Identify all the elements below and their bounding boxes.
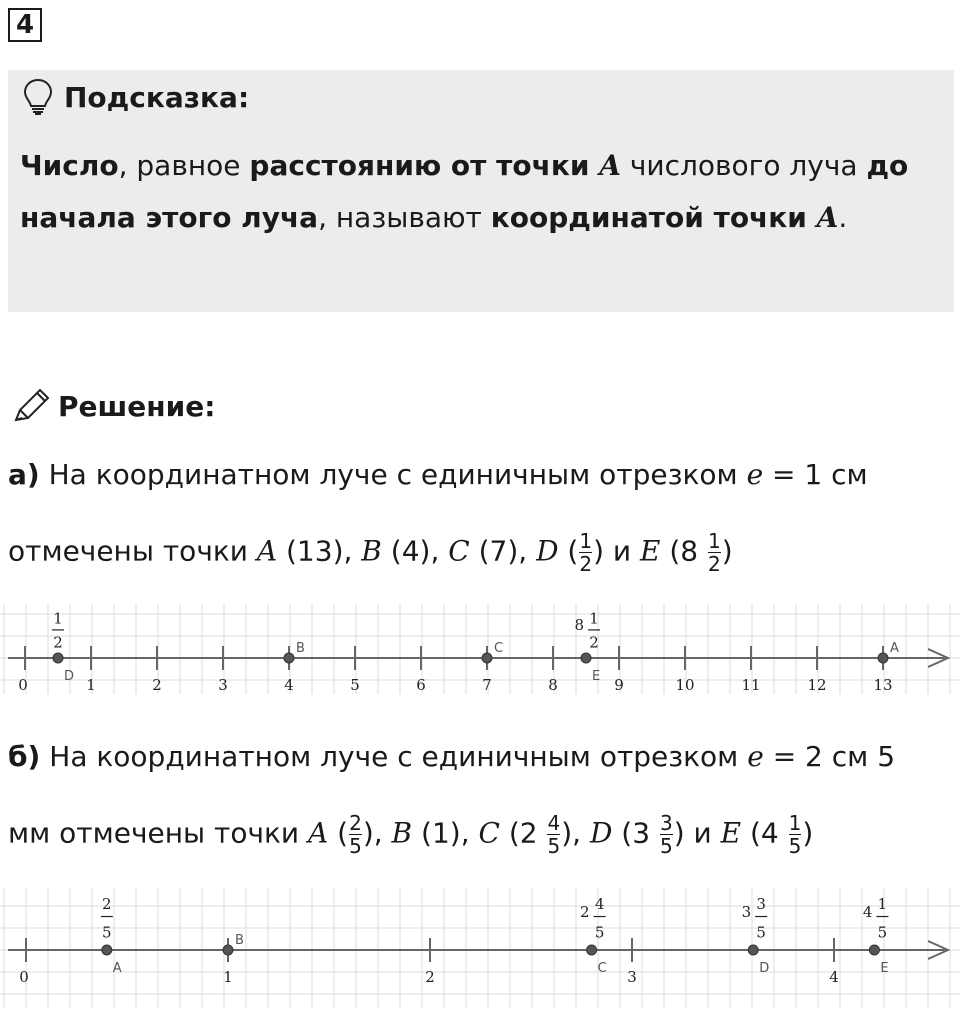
part-a-pD: D — [536, 534, 559, 568]
point-label: A — [112, 961, 122, 976]
point-label: B — [296, 641, 305, 656]
frac-numerator: 2 — [102, 895, 112, 914]
solution-heading — [12, 388, 215, 424]
part-a-line2 — [8, 530, 733, 575]
hint-bold-start: начала этого луча — [20, 201, 319, 234]
part-b-pE-open: (4 — [741, 816, 788, 850]
hint-bold-number: Число — [20, 149, 119, 182]
frac-num: 1 — [708, 529, 721, 553]
point-label: C — [494, 641, 504, 656]
tick-label: 3 — [218, 676, 228, 694]
part-a-pA-val: (13), — [277, 534, 362, 568]
part-b-tail: = 2 см 5 — [763, 740, 896, 773]
part-a-pD-open: ( — [558, 534, 579, 568]
frac-numerator: 4 — [594, 895, 605, 914]
frac-numerator: 1 — [53, 609, 63, 628]
tick-label: 13 — [873, 676, 893, 694]
tick-label: 0 — [18, 676, 28, 694]
part-a-pB-val: (4), — [381, 534, 449, 568]
hint-t11: . — [838, 201, 848, 234]
frac-num: 1 — [788, 811, 802, 835]
point-E — [581, 653, 591, 663]
frac-den: 5 — [547, 834, 561, 858]
frac-den: 2 — [708, 552, 721, 576]
point-C — [482, 653, 492, 663]
part-b-line2 — [8, 812, 813, 857]
tick-label: 2 — [425, 968, 435, 986]
part-a-pA: A — [256, 534, 278, 568]
part-b-pD-frac — [660, 812, 673, 857]
frac-whole: 8 — [574, 616, 584, 634]
part-a-and: и — [604, 534, 641, 568]
hint-t2: , равное — [118, 149, 250, 182]
point-C — [587, 945, 597, 955]
tick-label: 3 — [627, 968, 637, 986]
point-A — [102, 945, 112, 955]
part-b-pC-open: (2 — [499, 816, 547, 850]
point-label: D — [759, 961, 770, 976]
hint-t8: , называют — [318, 201, 491, 234]
part-b-pA: A — [308, 816, 329, 850]
tick-label: 7 — [482, 676, 492, 694]
part-b-pE: E — [720, 816, 742, 850]
frac-num: 4 — [547, 811, 561, 835]
part-a-pE: E — [640, 534, 661, 568]
frac-whole: 3 — [741, 903, 752, 921]
part-b-pD-open: (3 — [612, 816, 659, 850]
part-a-e: e — [746, 458, 764, 491]
part-a-pD-frac — [579, 530, 592, 575]
part-b-pC: C — [478, 816, 500, 850]
hint-bold-to: до — [866, 149, 909, 182]
tick-label: 9 — [614, 676, 624, 694]
frac-numerator: 1 — [877, 895, 888, 914]
tick-label: 1 — [223, 968, 233, 986]
part-a-pE-close: ) — [721, 534, 733, 568]
point-label: B — [235, 933, 244, 948]
tick-label: 5 — [350, 676, 360, 694]
part-b-pE-close: ) — [802, 816, 814, 850]
frac-denominator: 2 — [589, 633, 599, 652]
point-A — [878, 653, 888, 663]
part-b-pA-open: ( — [328, 816, 349, 850]
lightbulb-icon — [22, 78, 54, 116]
frac-denominator: 5 — [756, 923, 766, 942]
part-b-e: e — [747, 740, 764, 773]
part-a-text1: На координатном луче с единичным отрезком — [39, 458, 747, 491]
part-a-pC-val: (7), — [469, 534, 537, 568]
hint-text — [20, 140, 940, 244]
point-B — [284, 653, 294, 663]
hint-point-a2: A — [816, 201, 839, 234]
tick-label: 0 — [19, 968, 29, 986]
point-D — [53, 653, 63, 663]
number-line-b — [0, 888, 960, 1008]
part-a-pD-close: ) — [593, 534, 605, 568]
tick-label: 12 — [807, 676, 827, 694]
part-b-pA-frac — [349, 812, 362, 857]
part-a-pB: B — [361, 534, 382, 568]
frac-numerator: 1 — [589, 609, 599, 628]
task-number: 4 — [8, 8, 42, 42]
tick-label: 2 — [152, 676, 162, 694]
frac-den: 5 — [349, 834, 362, 858]
point-label: C — [597, 961, 607, 976]
tick-label: 1 — [86, 676, 96, 694]
part-b-pA-close: ), — [362, 816, 392, 850]
frac-whole: 2 — [580, 903, 590, 921]
part-b-pD-close: ) — [673, 816, 685, 850]
part-b-pE-frac — [789, 812, 802, 857]
hint-t5: числового луча — [620, 149, 867, 182]
part-b-pC-frac — [547, 812, 560, 857]
point-label: E — [880, 961, 889, 976]
part-b-pD: D — [589, 816, 613, 850]
part-a-pC: C — [448, 534, 470, 568]
frac-numerator: 3 — [756, 895, 766, 914]
part-b-text1: На координатном луче с единичным отрезком — [40, 740, 748, 773]
point-label: A — [890, 641, 899, 656]
part-b-label: б) — [8, 740, 41, 773]
frac-whole: 4 — [862, 903, 873, 921]
tick-label: 6 — [416, 676, 426, 694]
tick-label: 8 — [548, 676, 558, 694]
point-E — [869, 945, 879, 955]
frac-denominator: 2 — [53, 633, 63, 652]
part-b-text2: мм отмечены точки — [8, 816, 309, 850]
hint-bold-distance: расстоянию от точки — [249, 149, 600, 182]
hint-title: Подсказка: — [64, 80, 250, 114]
tick-label: 10 — [675, 676, 695, 694]
pencil-icon — [12, 388, 52, 424]
frac-den: 5 — [788, 834, 802, 858]
hint-point-a: A — [599, 149, 621, 182]
frac-num: 3 — [659, 811, 673, 835]
solution-title: Решение: — [58, 389, 216, 423]
point-D — [748, 945, 758, 955]
frac-num: 2 — [349, 811, 362, 835]
tick-label: 11 — [741, 676, 761, 694]
part-a-tail: = 1 см — [763, 458, 868, 491]
part-a-pE-frac — [708, 530, 721, 575]
part-a-line1 — [8, 458, 868, 491]
number-line-a — [0, 604, 960, 694]
frac-den: 5 — [659, 834, 673, 858]
frac-denominator: 5 — [877, 923, 888, 942]
tick-label: 4 — [284, 676, 294, 694]
part-b-pB-val: (1), — [412, 816, 479, 850]
hint-box — [8, 70, 954, 312]
frac-num: 1 — [579, 529, 593, 553]
part-a-pE-open: (8 — [660, 534, 708, 568]
part-b-and: и — [684, 816, 721, 850]
point-B — [223, 945, 233, 955]
part-b-pC-close: ), — [561, 816, 590, 850]
frac-denominator: 5 — [594, 923, 605, 942]
part-b-line1 — [8, 740, 895, 773]
point-label: E — [592, 669, 601, 684]
part-a-text2: отмечены точки — [8, 534, 257, 568]
frac-den: 2 — [579, 552, 593, 576]
part-a-label: а) — [8, 458, 40, 491]
hint-heading — [22, 78, 249, 116]
point-label: D — [64, 669, 75, 684]
hint-bold-coordinate: координатой точки — [490, 201, 817, 234]
part-b-pB: B — [391, 816, 413, 850]
tick-label: 4 — [829, 968, 839, 986]
frac-denominator: 5 — [102, 923, 112, 942]
